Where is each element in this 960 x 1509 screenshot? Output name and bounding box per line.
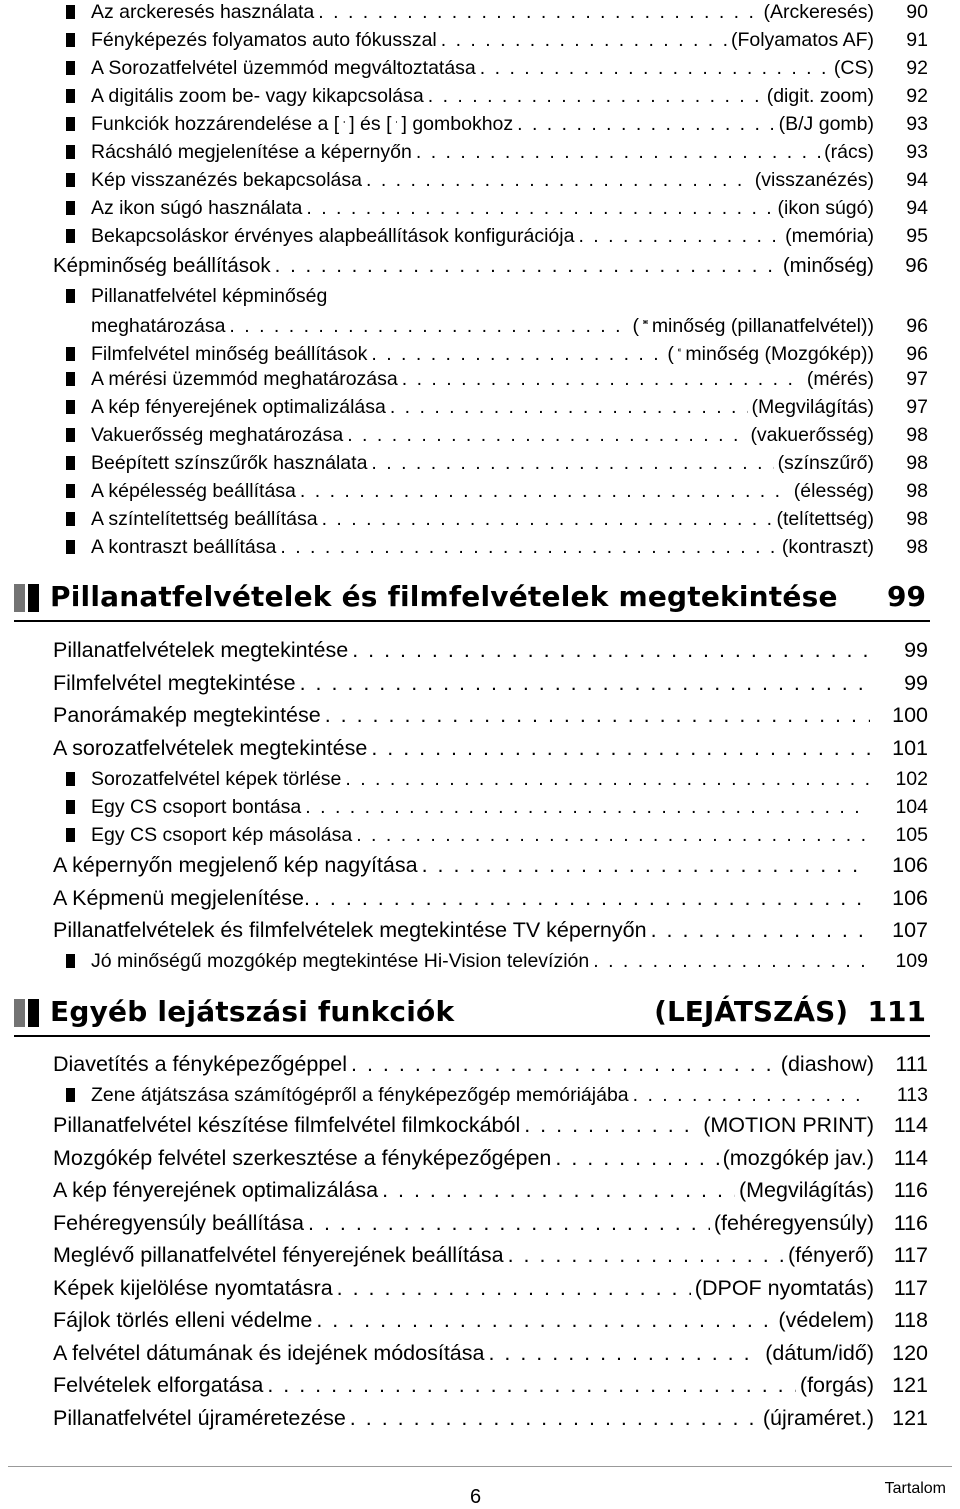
dot-leader bbox=[337, 1276, 691, 1301]
toc-entry: Az arckeresés használata . . . (Arckeresés) 90 bbox=[0, 1, 960, 24]
bullet-icon bbox=[66, 173, 75, 187]
toc-entry: Kép visszanézés bekapcsolása . . . (visszanézés) 94 bbox=[0, 169, 960, 192]
page-number: 95 bbox=[906, 225, 928, 247]
page-number: 96 bbox=[905, 254, 928, 277]
bullet-icon bbox=[66, 289, 75, 303]
section-header bbox=[0, 576, 960, 622]
page-number: 97 bbox=[906, 368, 928, 390]
movie-quality-icon bbox=[678, 340, 682, 360]
toc-entry: Mozgókép felvétel szerkesztése a fényképezőgépen . . . (mozgókép jav.) 114 bbox=[0, 1146, 960, 1171]
dot-leader bbox=[390, 396, 748, 419]
toc-entry: A mérési üzemmód meghatározása . . . (mérés) 97 bbox=[0, 368, 960, 391]
page-number: 116 bbox=[893, 1211, 928, 1235]
bullet-icon bbox=[66, 540, 75, 554]
page-number: 92 bbox=[906, 85, 928, 107]
toc-entry: Filmfelvétel minőség beállítások . . . ( minőség (Mozgókép)) 96 bbox=[0, 340, 960, 366]
right-triangle-icon bbox=[396, 114, 398, 130]
page-number: 94 bbox=[906, 197, 928, 219]
footer-page-number: 6 bbox=[470, 1486, 482, 1508]
toc-entry: A kontraszt beállítása . . . (kontraszt) 98 bbox=[0, 536, 960, 559]
toc-entry: Diavetítés a fényképezőgéppel . . . (diashow) 111 bbox=[0, 1052, 960, 1077]
toc-entry: Bekapcsoláskor érvényes alapbeállítások konfigurációja . . . (memória) 95 bbox=[0, 225, 960, 248]
toc-entry: A kép fényerejének optimalizálása . . . (Megvilágítás) 116 bbox=[0, 1178, 960, 1203]
dot-leader bbox=[347, 424, 746, 447]
bullet-icon bbox=[66, 1088, 75, 1102]
toc-entry-line1: Pillanatfelvétel képminőség bbox=[0, 285, 960, 308]
toc-entry: Rácsháló megjelenítése a képernyőn . . . (rács) 93 bbox=[0, 141, 960, 164]
page-number: 117 bbox=[893, 1243, 928, 1267]
page-number: 93 bbox=[906, 141, 928, 163]
toc-entry: Pillanatfelvétel újraméretezése . . . (újraméret.) 121 bbox=[0, 1406, 960, 1431]
toc-entry: A képélesség beállítása . . . (élesség) 98 bbox=[0, 480, 960, 503]
page-number: 90 bbox=[906, 1, 928, 23]
dot-leader bbox=[275, 254, 779, 278]
section-header bbox=[0, 991, 960, 1037]
page-number: 93 bbox=[906, 113, 928, 135]
toc-entry: Képminőség beállítások . . . (minőség) 96 bbox=[0, 254, 960, 278]
dot-leader bbox=[314, 886, 870, 911]
toc-entry: Meglévő pillanatfelvétel fényerejének beállítása . . . (fényerő) 117 bbox=[0, 1243, 960, 1268]
dot-leader bbox=[305, 796, 870, 819]
page-number: 96 bbox=[906, 315, 928, 337]
page-number: 117 bbox=[893, 1276, 928, 1300]
page-number: 107 bbox=[892, 918, 928, 942]
toc-entry: Egy CS csoport bontása . . . 104 bbox=[0, 796, 960, 819]
dot-leader bbox=[402, 368, 803, 391]
dot-leader bbox=[578, 225, 781, 248]
page-number: 98 bbox=[906, 452, 928, 474]
dot-leader bbox=[508, 1243, 784, 1268]
page-number: 102 bbox=[895, 768, 928, 790]
dot-leader bbox=[517, 113, 775, 136]
page-number: 98 bbox=[906, 424, 928, 446]
page-number: 118 bbox=[893, 1308, 928, 1332]
dot-leader bbox=[325, 703, 870, 728]
bullet-icon bbox=[66, 33, 75, 47]
dot-leader bbox=[267, 1373, 796, 1398]
page-number: 120 bbox=[892, 1341, 928, 1365]
toc-entry: A színtelítettség beállítása . . . (telítettség) 98 bbox=[0, 508, 960, 531]
dot-leader bbox=[593, 950, 870, 973]
toc-entry: Vakuerősség meghatározása . . . (vakuerősség) 98 bbox=[0, 424, 960, 447]
toc-entry: Pillanatfelvételek megtekintése . . . 99 bbox=[0, 638, 960, 663]
bullet-icon bbox=[66, 89, 75, 103]
page-number: 96 bbox=[906, 343, 928, 365]
dot-leader bbox=[356, 824, 870, 847]
toc-entry: Zene átjátszása számítógépről a fényképezőgép memóriájába . . . 113 bbox=[0, 1084, 960, 1107]
bullet-icon bbox=[66, 772, 75, 786]
bullet-icon bbox=[66, 347, 75, 361]
dot-leader bbox=[428, 85, 763, 108]
section-marker-icon bbox=[14, 999, 40, 1027]
dot-leader bbox=[651, 918, 870, 943]
dot-leader bbox=[308, 1211, 710, 1236]
toc-entry: Jó minőségű mozgókép megtekintése Hi-Vision televízión . . . 109 bbox=[0, 950, 960, 973]
page-number: 105 bbox=[895, 824, 928, 846]
bullet-icon bbox=[66, 512, 75, 526]
toc-entry: meghatározása . . . ( minőség (pillanatfelvétel)) 96 bbox=[0, 312, 960, 338]
page-number: 94 bbox=[906, 169, 928, 191]
section-marker-icon bbox=[14, 584, 40, 612]
dot-leader bbox=[300, 671, 870, 696]
toc-entry: A kép fényerejének optimalizálása . . . (Megvilágítás) 97 bbox=[0, 396, 960, 419]
page-number: 106 bbox=[892, 886, 928, 910]
page-number: 114 bbox=[893, 1113, 928, 1137]
dot-leader bbox=[322, 508, 773, 531]
bullet-icon bbox=[66, 428, 75, 442]
dot-leader bbox=[280, 536, 778, 559]
toc-entry: Fényképezés folyamatos auto fókusszal . . . (Folyamatos AF) 91 bbox=[0, 29, 960, 52]
toc-entry: A Képmenü megjelenítése. . . . 106 bbox=[0, 886, 960, 911]
toc-entry: Panorámakép megtekintése . . . 100 bbox=[0, 703, 960, 728]
dot-leader bbox=[345, 768, 870, 791]
dot-leader bbox=[306, 197, 773, 220]
toc-entry: A Sorozatfelvétel üzemmód megváltoztatása . . . (CS) 92 bbox=[0, 57, 960, 80]
dot-leader bbox=[633, 1084, 870, 1107]
dot-leader bbox=[524, 1113, 699, 1138]
dot-leader bbox=[352, 638, 870, 663]
page-number: 121 bbox=[892, 1406, 928, 1430]
page-number: 109 bbox=[895, 950, 928, 972]
page-number: 114 bbox=[893, 1146, 928, 1170]
section-divider bbox=[14, 620, 930, 622]
page-number: 111 bbox=[895, 1052, 928, 1076]
dot-leader bbox=[555, 1146, 718, 1171]
page-number: 100 bbox=[892, 703, 928, 727]
dot-leader bbox=[366, 169, 751, 192]
bullet-icon bbox=[66, 828, 75, 842]
dot-leader bbox=[351, 1052, 777, 1077]
toc-entry: Beépített színszűrők használata . . . (színszűrő) 98 bbox=[0, 452, 960, 475]
bullet-icon bbox=[66, 117, 75, 131]
dot-leader bbox=[316, 1308, 774, 1333]
bullet-icon bbox=[66, 400, 75, 414]
dot-leader bbox=[441, 29, 727, 52]
snapshot-quality-icon bbox=[643, 312, 648, 332]
page-number: 121 bbox=[892, 1373, 928, 1397]
page-number: 113 bbox=[896, 1084, 928, 1106]
page-number: 98 bbox=[906, 480, 928, 502]
page-number: 104 bbox=[895, 796, 928, 818]
bullet-icon bbox=[66, 456, 75, 470]
dot-leader bbox=[422, 853, 870, 878]
footer-label: Tartalom bbox=[884, 1480, 946, 1497]
page-number: 98 bbox=[906, 508, 928, 530]
bullet-icon bbox=[66, 5, 75, 19]
bullet-icon bbox=[66, 372, 75, 386]
toc-entry: Fájlok törlés elleni védelme . . . (védelem) 118 bbox=[0, 1308, 960, 1333]
dot-leader bbox=[371, 343, 663, 366]
toc-entry: A digitális zoom be- vagy kikapcsolása . . . (digit. zoom) 92 bbox=[0, 85, 960, 108]
toc-entry: Filmfelvétel megtekintése . . . 99 bbox=[0, 671, 960, 696]
page-number: 91 bbox=[906, 29, 928, 51]
footer-divider bbox=[8, 1466, 952, 1467]
section-divider bbox=[14, 1035, 930, 1037]
bullet-icon bbox=[66, 800, 75, 814]
dot-leader bbox=[300, 480, 790, 503]
dot-leader bbox=[350, 1406, 759, 1431]
dot-leader bbox=[229, 315, 628, 338]
bullet-icon bbox=[66, 484, 75, 498]
page-number: 99 bbox=[904, 671, 928, 695]
toc-entry: Fehéregyensúly beállítása . . . (fehéregyensúly) 116 bbox=[0, 1211, 960, 1236]
bullet-icon bbox=[66, 229, 75, 243]
toc-entry: Sorozatfelvétel képek törlése . . . 102 bbox=[0, 768, 960, 791]
toc-entry: A képernyőn megjelenő kép nagyítása . . . 106 bbox=[0, 853, 960, 878]
section-subtitle: (LEJÁTSZÁS) bbox=[654, 995, 849, 1028]
toc-entry: Az ikon súgó használata . . . (ikon súgó) 94 bbox=[0, 197, 960, 220]
dot-leader bbox=[480, 57, 830, 80]
page-number: 106 bbox=[892, 853, 928, 877]
dot-leader bbox=[382, 1178, 735, 1203]
dot-leader bbox=[371, 452, 773, 475]
dot-leader bbox=[416, 141, 820, 164]
toc-entry: A felvétel dátumának és idejének módosítása . . . (dátum/idő) 120 bbox=[0, 1341, 960, 1366]
toc-entry: Funkciók hozzárendelése a [ ] és [ ] gombokhoz . . . (B/J gomb) 93 bbox=[0, 113, 960, 136]
page-number: 97 bbox=[906, 396, 928, 418]
toc-entry: Pillanatfelvétel készítése filmfelvétel filmkockából . . . (MOTION PRINT) 114 bbox=[0, 1113, 960, 1138]
dot-leader bbox=[318, 1, 759, 24]
section-page: 111 bbox=[867, 995, 926, 1028]
toc-entry: Felvételek elforgatása . . . (forgás) 121 bbox=[0, 1373, 960, 1398]
section-page: 99 bbox=[887, 580, 926, 613]
page-number: 98 bbox=[906, 536, 928, 558]
toc-entry: A sorozatfelvételek megtekintése . . . 101 bbox=[0, 736, 960, 761]
bullet-icon bbox=[66, 201, 75, 215]
section-title: Pillanatfelvételek és filmfelvételek megtekintése bbox=[50, 580, 838, 613]
toc-entry: Képek kijelölése nyomtatásra . . . (DPOF nyomtatás) 117 bbox=[0, 1276, 960, 1301]
page-number: 92 bbox=[906, 57, 928, 79]
toc-entry: Pillanatfelvételek és filmfelvételek megtekintése TV képernyőn . . . 107 bbox=[0, 918, 960, 943]
bullet-icon bbox=[66, 61, 75, 75]
section-title: Egyéb lejátszási funkciók bbox=[50, 995, 455, 1028]
dot-leader bbox=[488, 1341, 761, 1366]
bullet-icon bbox=[66, 954, 75, 968]
page-number: 116 bbox=[893, 1178, 928, 1202]
section-subtitle-page bbox=[654, 995, 926, 1028]
toc-entry: Egy CS csoport kép másolása . . . 105 bbox=[0, 824, 960, 847]
page-number: 99 bbox=[904, 638, 928, 662]
page-number: 101 bbox=[892, 736, 928, 760]
dot-leader bbox=[371, 736, 870, 761]
left-triangle-icon bbox=[343, 114, 345, 130]
bullet-icon bbox=[66, 145, 75, 159]
